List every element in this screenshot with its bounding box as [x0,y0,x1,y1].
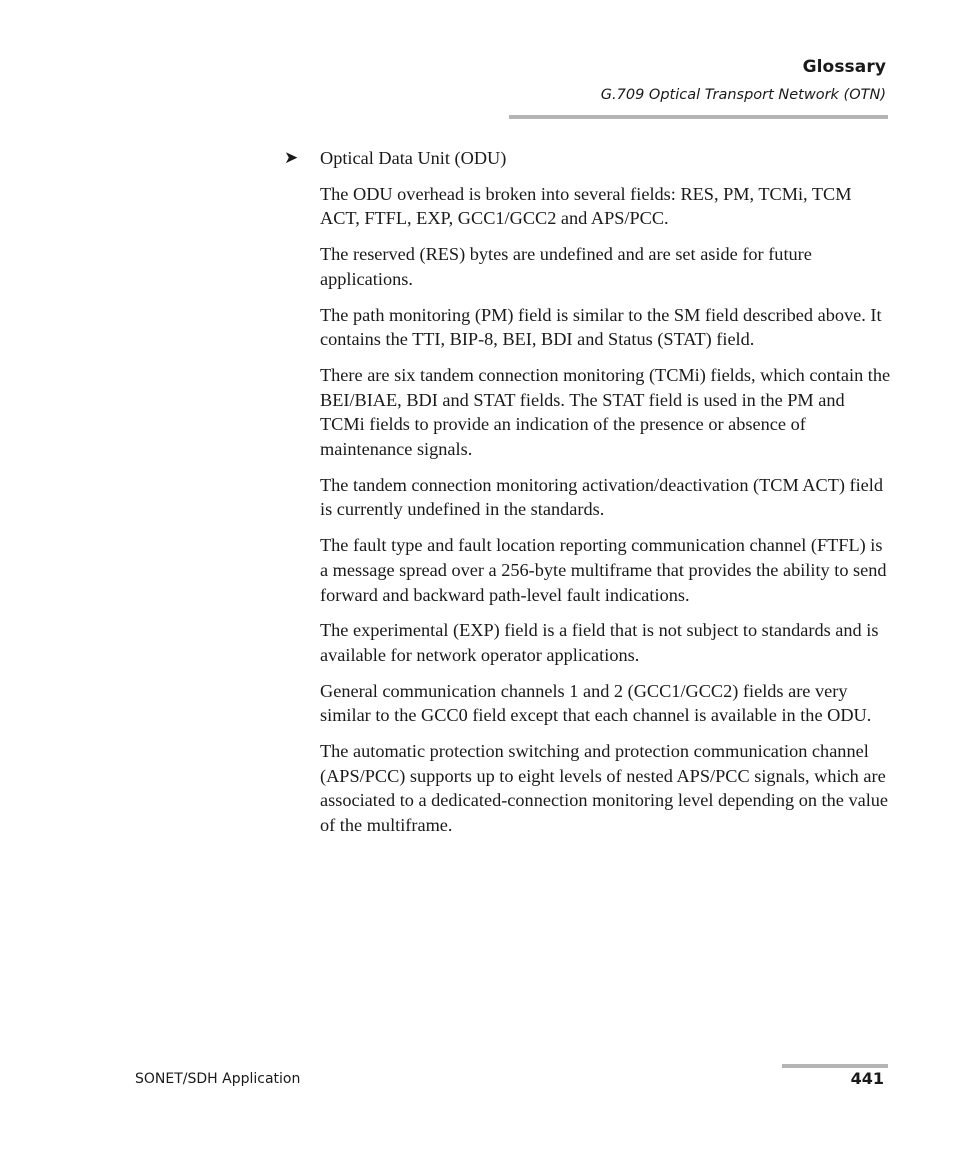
header-rule [509,115,888,119]
paragraph-res: The reserved (RES) bytes are undefined and are set aside for future applications. [320,244,812,289]
paragraph-ftfl: The fault type and fault location reporting communication channel (FTFL) is a message spread over a 256-byte multiframe that provides the ability to send forward and backward path-level fault indications. [320,535,887,605]
paragraph-exp: The experimental (EXP) field is a field that is not subject to standards and is available for network operator applications. [320,620,879,665]
bullet-item [284,146,892,171]
arrow-bullet-icon: ➤ [284,148,299,168]
footer-rule [782,1064,888,1068]
paragraph-overhead-fields: The ODU overhead is broken into several fields: RES, PM, TCMi, TCM ACT, FTFL, EXP, GCC1/GCC2 and APS/PCC. [320,183,852,229]
paragraph-gcc: General communication channels 1 and 2 (GCC1/GCC2) fields are very similar to the GCC0 field except that each channel is available in the ODU. [320,680,872,726]
main-content [284,146,892,849]
header-title: Glossary [802,57,886,77]
paragraph-aps-pcc: The automatic protection switching and protection communication channel (APS/PCC) supports up to eight levels of nested APS/PCC signals, which are associated to a dedicated-connection monitoring level depending on the value of the multiframe. [320,741,889,836]
paragraph-pm: The path monitoring (PM) field is similar to the SM field described above. It contains the TTI, BIP-8, BEI, BDI and Status (STAT) field. [320,304,882,350]
page-number: 441 [850,1069,884,1088]
bullet-item-text: Optical Data Unit (ODU) [320,148,507,168]
paragraph-tcm-act: The tandem connection monitoring activation/deactivation (TCM ACT) field is currently undefined in the standards. [320,474,884,520]
paragraph-tcmi: There are six tandem connection monitoring (TCMi) fields, which contain the BEI/BIAE, BDI and STAT fields. The STAT field is used in the PM and TCMi fields to provide an indication of the presence or absence of maintenance signals. [320,364,891,460]
footer-document-title: SONET/SDH Application [135,1071,301,1087]
header-subtitle: G.709 Optical Transport Network (OTN) [600,87,886,103]
